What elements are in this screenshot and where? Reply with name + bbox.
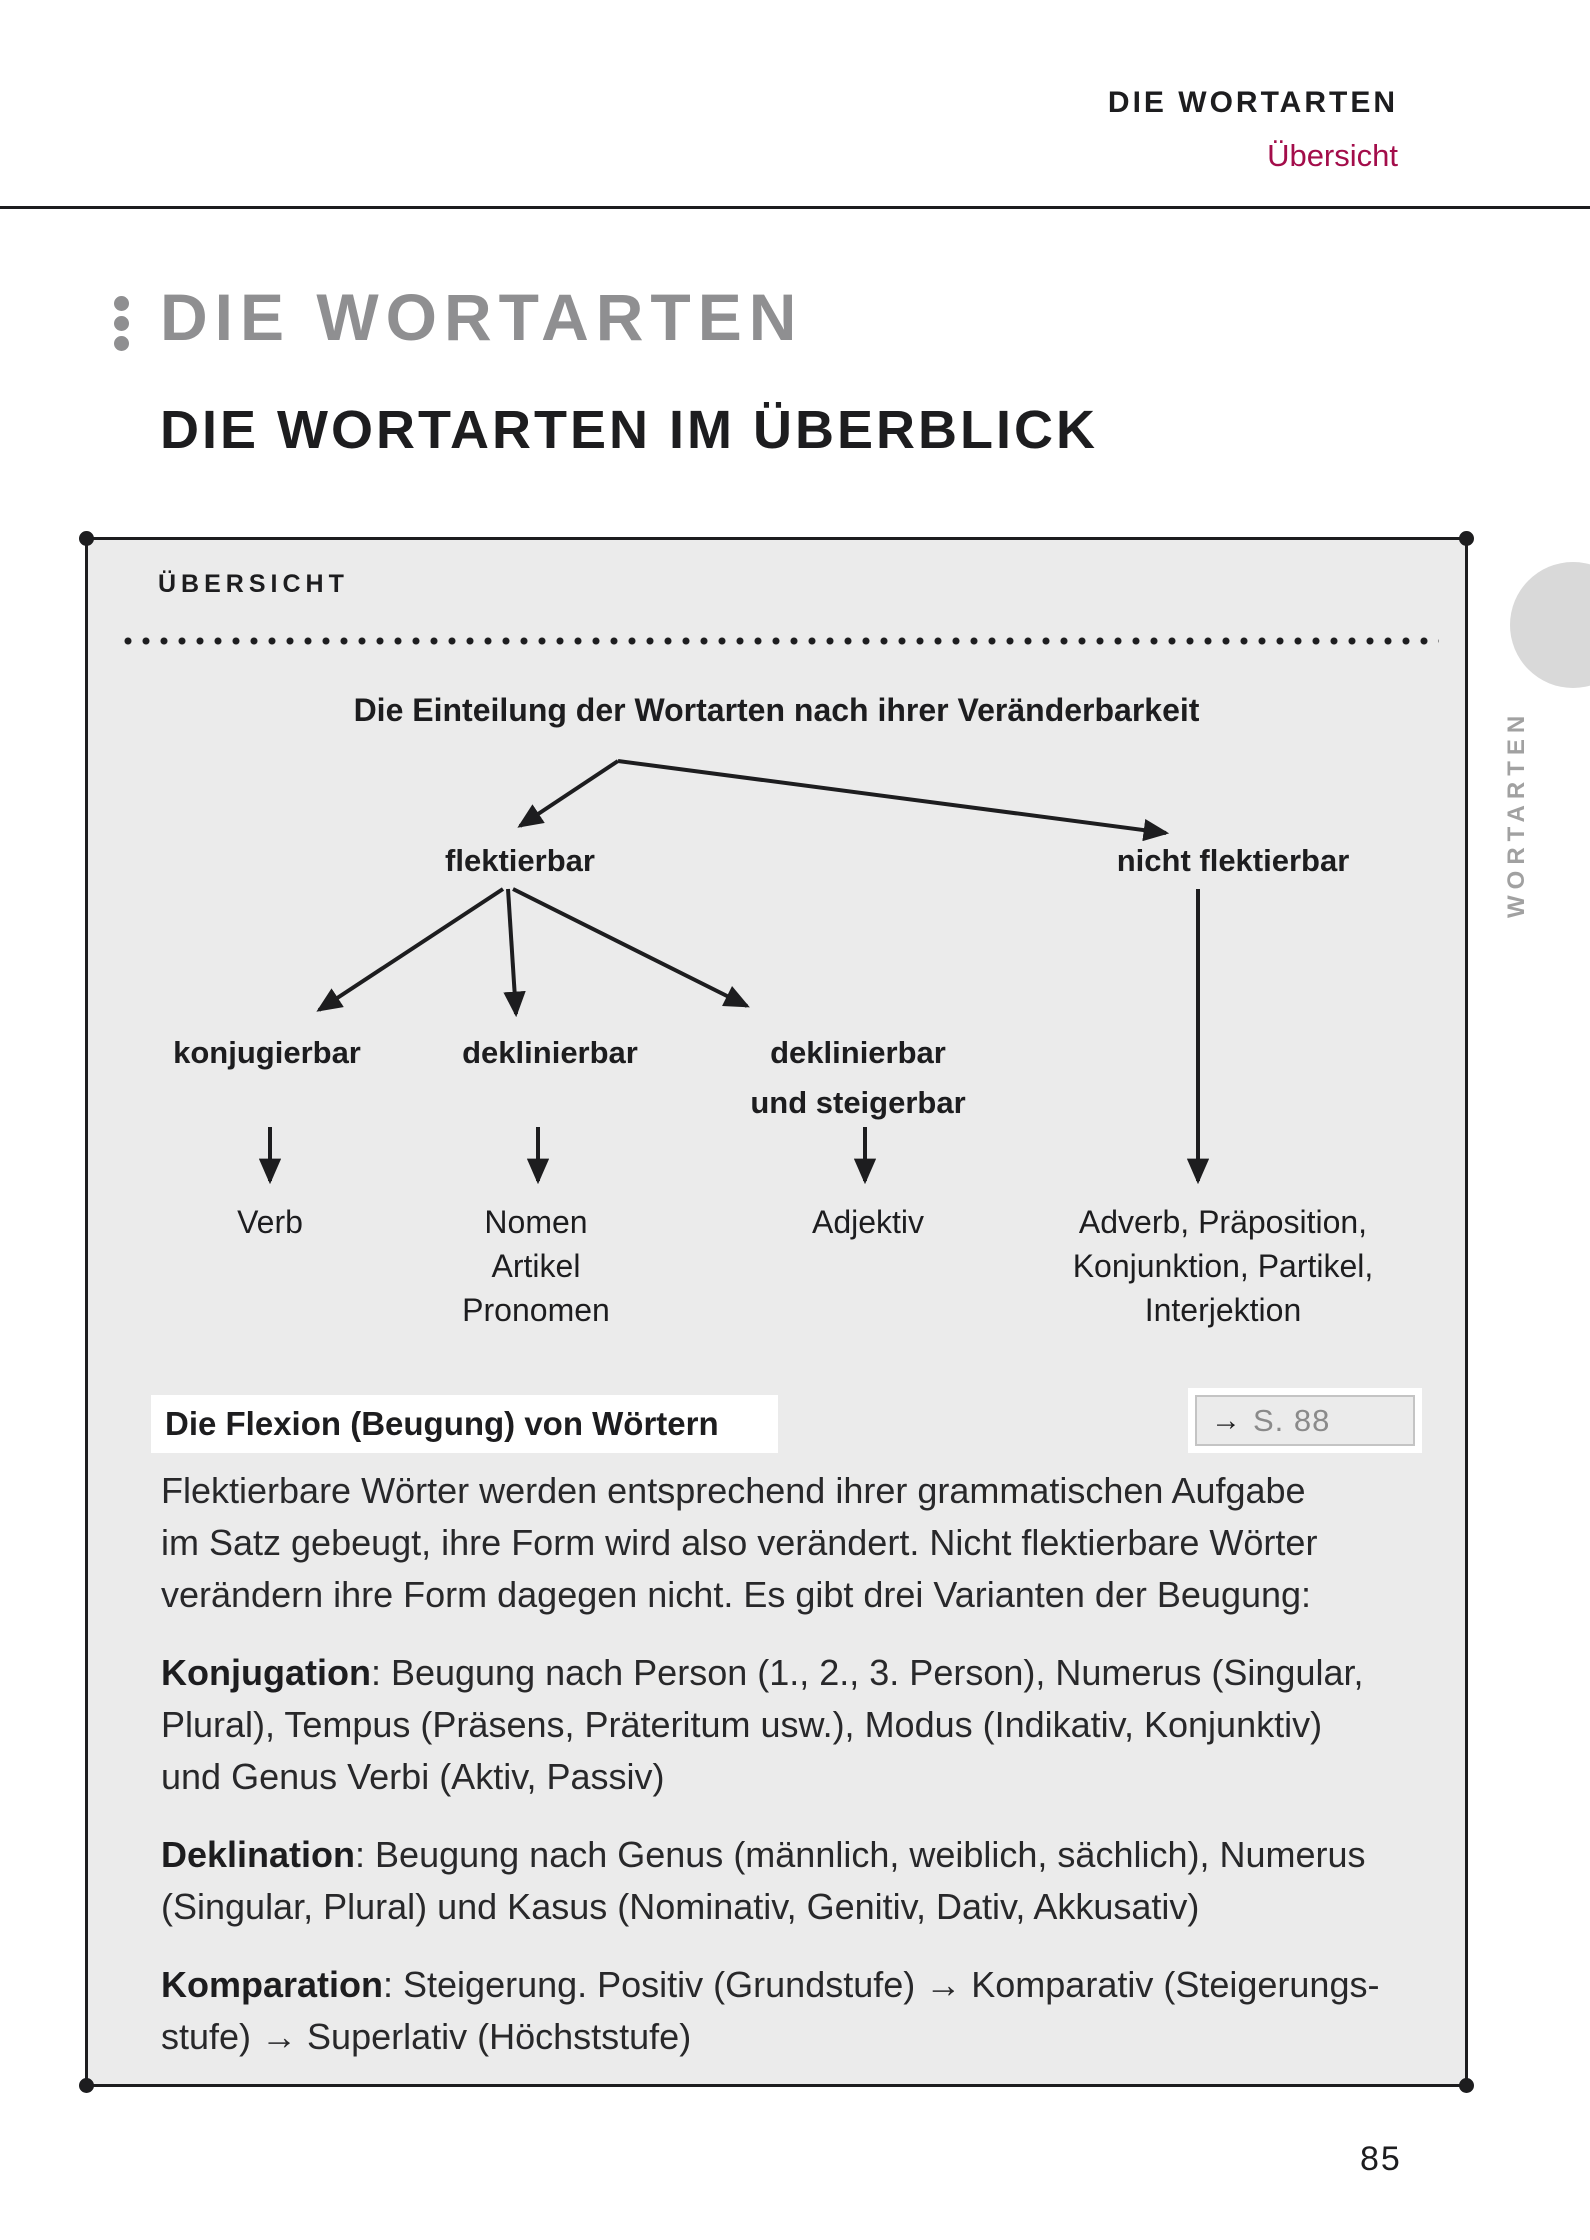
diagram-arrows (88, 540, 1471, 1240)
term-konjugation: Konjugation (161, 1652, 371, 1693)
diagram-title: Die Einteilung der Wortarten nach ihrer Veränderbarkeit (353, 692, 1200, 728)
diagram-leaf-adjektiv: Adjektiv (811, 1204, 925, 1240)
overview-panel (85, 537, 1468, 2087)
panel-corner-dot (1459, 2078, 1474, 2093)
diagram-leaf-verb: Verb (237, 1204, 303, 1240)
diagram-node-konjugierbar: konjugierbar (173, 1035, 361, 1070)
paragraph-komparation: Komparation: Steigerung. Positiv (Grundstufe) → Komparativ (Steigerungs- stufe) → Superlativ (Höchststufe) (161, 1964, 1380, 2057)
margin-circle-decoration (1510, 562, 1590, 688)
page-reference-box[interactable] (1188, 1388, 1422, 1453)
diagram-node-deklinierbar-steigerbar: deklinierbar und steigerbar (750, 1035, 966, 1120)
diagram-node-deklinierbar: deklinierbar (462, 1035, 638, 1070)
page-number: 85 (1360, 2140, 1402, 2178)
diagram-leaf-adverb-group: Adverb, Präposition, Konjunktion, Partikel, Interjektion (1072, 1204, 1374, 1328)
diagram-node-flektierbar: flektierbar (445, 843, 595, 878)
flexion-heading-bar (151, 1395, 778, 1453)
header-rule (0, 206, 1590, 209)
paragraph-konjugation: Konjugation: Beugung nach Person (1., 2., 3. Person), Numerus (Singular, Plural), Tempus (Präsens, Präteritum usw.), Modus (Indikativ, Konjunktiv) und Genus Verbi (Aktiv, Passiv) (161, 1652, 1364, 1797)
flexion-heading: Die Flexion (Beugung) von Wörtern (165, 1405, 719, 1442)
page-subtitle: DIE WORTARTEN IM ÜBERBLICK (160, 400, 1098, 460)
overview-label: ÜBERSICHT (158, 570, 349, 598)
page-reference-label: S. 88 (1253, 1402, 1331, 1438)
term-komparation: Komparation (161, 1964, 384, 2005)
arrow-right-icon: → (1211, 1403, 1241, 1437)
chapter-dots-icon (114, 296, 130, 356)
panel-corner-dot (79, 2078, 94, 2093)
chapter-side-tab: WORTARTEN (1503, 709, 1530, 918)
diagram-node-nicht-flektierbar: nicht flektierbar (1116, 843, 1350, 878)
diagram-leaf-nomen-artikel-pronomen: Nomen Artikel Pronomen (462, 1204, 610, 1328)
running-head-chapter: DIE WORTARTEN (1107, 86, 1398, 119)
term-deklination: Deklination (161, 1834, 356, 1875)
running-head-section: Übersicht (1267, 138, 1398, 173)
page-title: DIE WORTARTEN (160, 280, 804, 354)
paragraph-deklination: Deklination: Beugung nach Genus (männlich, weiblich, sächlich), Numerus (Singular, Plural) und Kasus (Nominativ, Genitiv, Dativ, Akkusativ) (161, 1834, 1366, 1927)
paragraph-intro: Flektierbare Wörter werden entsprechend ihrer grammatischen Aufgabe im Satz gebeugt, ihre Form wird also verändert. Nicht flektierbare Wörter verändern ihre Form dagegen nicht. Es gibt drei Varianten der Beugung: (161, 1470, 1318, 1615)
